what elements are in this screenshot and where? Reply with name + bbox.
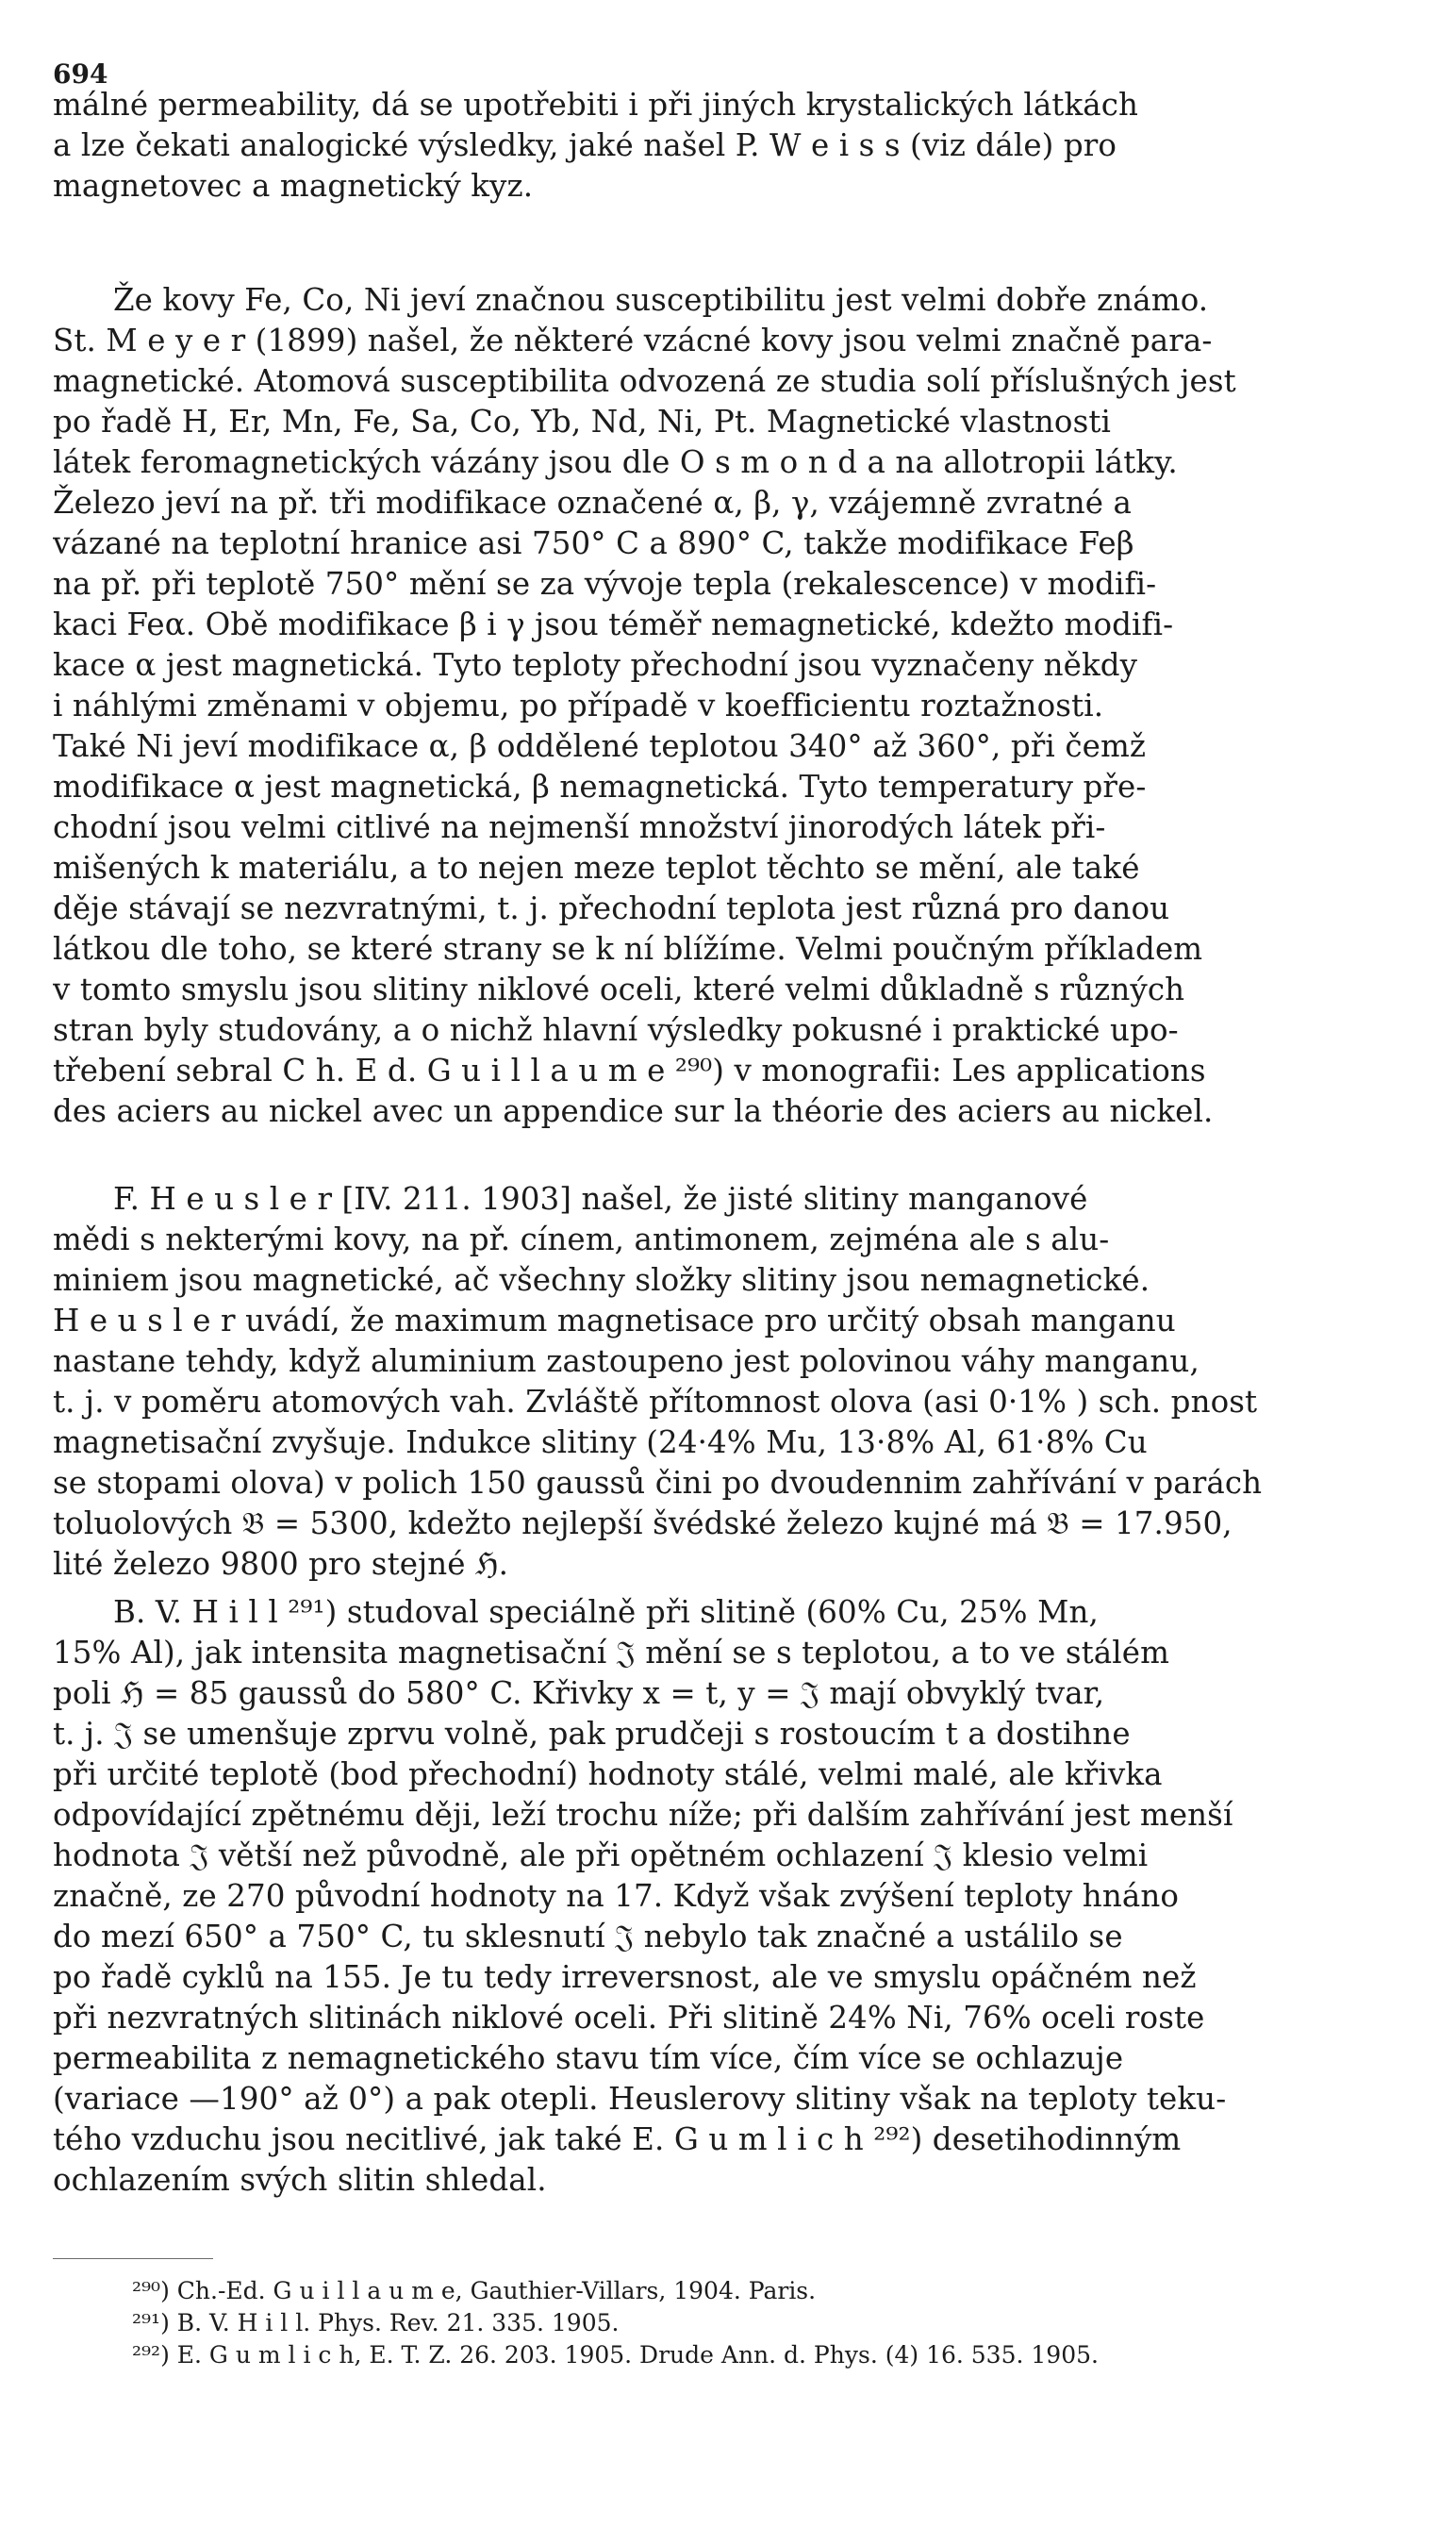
footnote: ²⁹⁰) Ch.-Ed. G u i l l a u m e, Gauthier-Villars, 1904. Paris.	[132, 2277, 817, 2304]
text-line: Že kovy Fe, Co, Ni jeví značnou susceptibilitu jest velmi dobře známo.	[113, 282, 1209, 318]
text-line: B. V. H i l l ²⁹¹) studoval speciálně při slitině (60% Cu, 25% Mn,	[113, 1594, 1099, 1630]
paragraph-1	[53, 85, 1409, 207]
text-line: hodnota 𝔍 větší než původně, ale při opětném ochlazení 𝔍 klesio velmi	[53, 1837, 1149, 1873]
text-line: miniem jsou magnetické, ač všechny složky slitiny jsou nemagnetické.	[53, 1262, 1150, 1298]
text-line: t. j. v poměru atomových vah. Zvláště přítomnost olova (asi 0·1% ) sch. pnost	[53, 1384, 1258, 1420]
text-line: (variace —190° až 0°) a pak otepli. Heuslerovy slitiny však na teploty teku-	[53, 2081, 1227, 2117]
text-line: po řadě cyklů na 155. Je tu tedy irreversnost, ale ve smyslu opáčném než	[53, 1959, 1197, 1995]
text-line: při určité teplotě (bod přechodní) hodnoty stálé, velmi malé, ale křivka	[53, 1756, 1163, 1792]
text-line: látek feromagnetických vázány jsou dle O s m o n d a na allotropii látky.	[53, 444, 1178, 480]
footnote: ²⁹²) E. G u m l i c h, E. T. Z. 26. 203. 1905. Drude Ann. d. Phys. (4) 16. 535. 1905.	[132, 2341, 1099, 2369]
text-line: modifikace α jest magnetická, β nemagnetická. Tyto temperatury pře-	[53, 769, 1147, 805]
text-line: po řadě H, Er, Mn, Fe, Sa, Co, Yb, Nd, Ni, Pt. Magnetické vlastnosti	[53, 404, 1112, 440]
text-line: mišených k materiálu, a to nejen meze teplot těchto se mění, ale také	[53, 850, 1140, 886]
text-line: stran byly studovány, a o nichž hlavní výsledky pokusné i praktické upo-	[53, 1012, 1179, 1048]
text-line: třebení sebral C h. E d. G u i l l a u m e ²⁹⁰) v monografii: Les applications	[53, 1053, 1206, 1089]
text-line: F. H e u s l e r [IV. 211. 1903] našel, že jisté slitiny manganové	[113, 1181, 1088, 1217]
text-line: v tomto smyslu jsou slitiny niklové oceli, které velmi důkladně s různých	[53, 972, 1185, 1007]
text-line: kace α jest magnetická. Tyto teploty přechodní jsou vyznačeny někdy	[53, 647, 1138, 683]
text-line: málné permeability, dá se upotřebiti i při jiných krystalických látkách	[53, 87, 1139, 123]
text-line: kaci Feα. Obě modifikace β i γ jsou téměř nemagnetické, kdežto modifi-	[53, 607, 1174, 642]
text-line: na př. při teplotě 750° mění se za vývoje tepla (rekalescence) v modifi-	[53, 566, 1157, 602]
text-line: 15% Al), jak intensita magnetisační 𝔍 mění se s teplotou, a to ve stálém	[53, 1635, 1170, 1671]
paragraph-3	[53, 1179, 1409, 1585]
paragraph-2	[53, 280, 1409, 1132]
text-line: i náhlými změnami v objemu, po případě v koefficientu roztažnosti.	[53, 688, 1104, 723]
text-line: magnetisační zvyšuje. Indukce slitiny (24·4% Mu, 13·8% Al, 61·8% Cu	[53, 1424, 1148, 1460]
text-line: Železo jeví na př. tři modifikace označené α, β, γ, vzájemně zvratné a	[53, 485, 1132, 521]
text-line: magnetovec a magnetický kyz.	[53, 168, 534, 204]
text-line: H e u s l e r uvádí, že maximum magnetisace pro určitý obsah manganu	[53, 1303, 1176, 1338]
footnote-divider	[53, 2258, 213, 2259]
text-line: magnetické. Atomová susceptibilita odvozená ze studia solí příslušných jest	[53, 363, 1236, 399]
text-line: tého vzduchu jsou necitlivé, jak také E. G u m l i c h ²⁹²) desetihodinným	[53, 2121, 1182, 2157]
text-line: při nezvratných slitinách niklové oceli. Při slitině 24% Ni, 76% oceli roste	[53, 2000, 1205, 2036]
paragraph-4	[53, 1592, 1409, 2201]
page-number: 694	[53, 58, 108, 90]
text-line: ochlazením svých slitin shledal.	[53, 2162, 547, 2198]
text-line: chodní jsou velmi citlivé na nejmenší množství jinorodých látek při-	[53, 809, 1106, 845]
footnote: ²⁹¹) B. V. H i l l. Phys. Rev. 21. 335. 1905.	[132, 2309, 620, 2336]
text-line: nastane tehdy, když aluminium zastoupeno jest polovinou váhy manganu,	[53, 1343, 1200, 1379]
text-line: značně, ze 270 původní hodnoty na 17. Když však zvýšení teploty hnáno	[53, 1878, 1180, 1914]
text-line: do mezí 650° a 750° C, tu sklesnutí 𝔍 nebylo tak značné a ustálilo se	[53, 1919, 1123, 1954]
text-line: odpovídající zpětnému ději, leží trochu níže; při dalším zahřívání jest menší	[53, 1797, 1233, 1833]
text-line: St. M e y e r (1899) našel, že některé vzácné kovy jsou velmi značně para-	[53, 323, 1213, 358]
text-line: poli ℌ = 85 gaussů do 580° C. Křivky x = t, y = 𝔍 mají obvyklý tvar,	[53, 1675, 1105, 1711]
text-line: mědi s nekterými kovy, na př. cínem, antimonem, zejména ale s alu-	[53, 1222, 1110, 1257]
text-line: toluolových 𝔅 = 5300, kdežto nejlepší švédské železo kujné má 𝔅 = 17.950,	[53, 1505, 1233, 1541]
text-line: děje stávají se nezvratnými, t. j. přechodní teplota jest různá pro danou	[53, 890, 1170, 926]
text-line: a lze čekati analogické výsledky, jaké našel P. W e i s s (viz dále) pro	[53, 127, 1117, 163]
text-line: látkou dle toho, se které strany se k ní blížíme. Velmi poučným příkladem	[53, 931, 1203, 967]
text-line: vázané na teplotní hranice asi 750° C a 890° C, takže modifikace Feβ	[53, 525, 1134, 561]
footnotes	[132, 2275, 1415, 2371]
text-line: t. j. 𝔍 se umenšuje zprvu volně, pak prudčeji s rostoucím t a dostihne	[53, 1716, 1131, 1752]
text-line: Také Ni jeví modifikace α, β oddělené teplotou 340° až 360°, při čemž	[53, 728, 1147, 764]
text-line: lité železo 9800 pro stejné ℌ.	[53, 1546, 509, 1582]
text-line: se stopami olova) v polich 150 gaussů čini po dvoudennim zahřívání v parách	[53, 1465, 1263, 1501]
text-line: permeabilita z nemagnetického stavu tím více, čím více se ochlazuje	[53, 2040, 1124, 2076]
text-line: des aciers au nickel avec un appendice sur la théorie des aciers au nickel.	[53, 1093, 1214, 1129]
